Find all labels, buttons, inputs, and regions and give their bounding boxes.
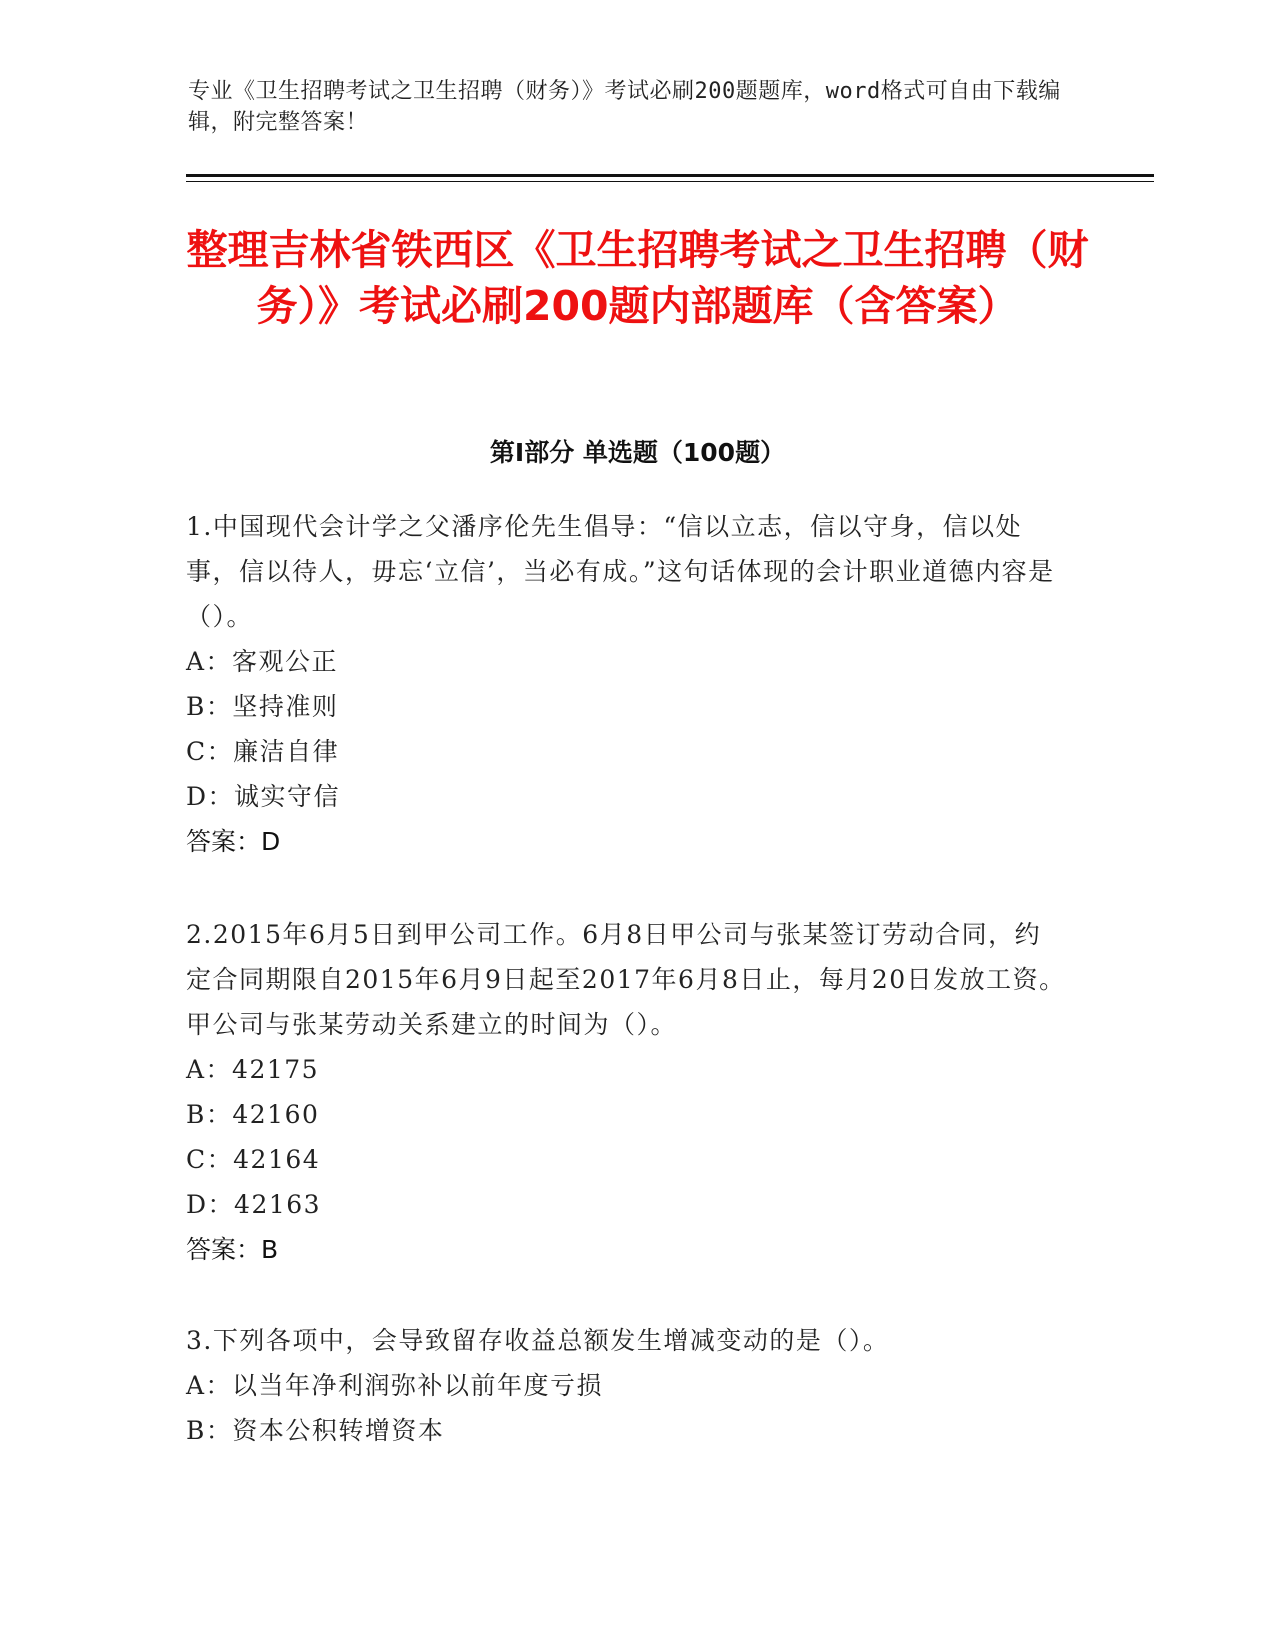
- header-rule-thin: [186, 181, 1154, 182]
- question-2: [186, 912, 1066, 1272]
- header-note: 专业《卫生招聘考试之卫生招聘（财务）》考试必刷200题题库，word格式可自由下载编辑，附完整答案！: [188, 79, 1061, 135]
- option-c: C：廉洁自律: [186, 737, 340, 766]
- option-b: B：资本公积转增资本: [186, 1416, 445, 1445]
- option-c: C：42164: [186, 1145, 321, 1174]
- question-stem: 1.中国现代会计学之父潘序伦先生倡导：“信以立志，信以守身，信以处事，信以待人，毋忘‘立信’，当必有成。”这句话体现的会计职业道德内容是（）。: [186, 512, 1055, 631]
- option-d: D：诚实守信: [186, 782, 341, 811]
- question-stem: 2.2015年6月5日到甲公司工作。6月8日甲公司与张某签订劳动合同，约定合同期限自2015年6月9日起至2017年6月8日止，每月20日发放工资。甲公司与张某劳动关系建立的时间为（）。: [186, 920, 1066, 1039]
- option-d: D：42163: [186, 1190, 322, 1219]
- option-b: B：42160: [186, 1100, 320, 1129]
- section-heading: 第Ⅰ部分 单选题（100题）: [489, 438, 786, 467]
- question-1: [186, 504, 1066, 864]
- option-a: A：42175: [186, 1055, 320, 1084]
- option-a: A：以当年净利润弥补以前年度亏损: [186, 1371, 604, 1400]
- option-a: A：客观公正: [186, 647, 339, 676]
- document-title: 整理吉林省铁西区《卫生招聘考试之卫生招聘（财务）》考试必刷200题内部题库（含答案）: [186, 226, 1089, 330]
- answer: 答案：B: [186, 1235, 279, 1264]
- option-b: B：坚持准则: [186, 692, 339, 721]
- answer: 答案：D: [186, 827, 281, 856]
- question-stem: 3.下列各项中，会导致留存收益总额发生增减变动的是（）。: [186, 1326, 890, 1355]
- question-3: [186, 1318, 1066, 1453]
- header-rule-thick: [186, 174, 1154, 177]
